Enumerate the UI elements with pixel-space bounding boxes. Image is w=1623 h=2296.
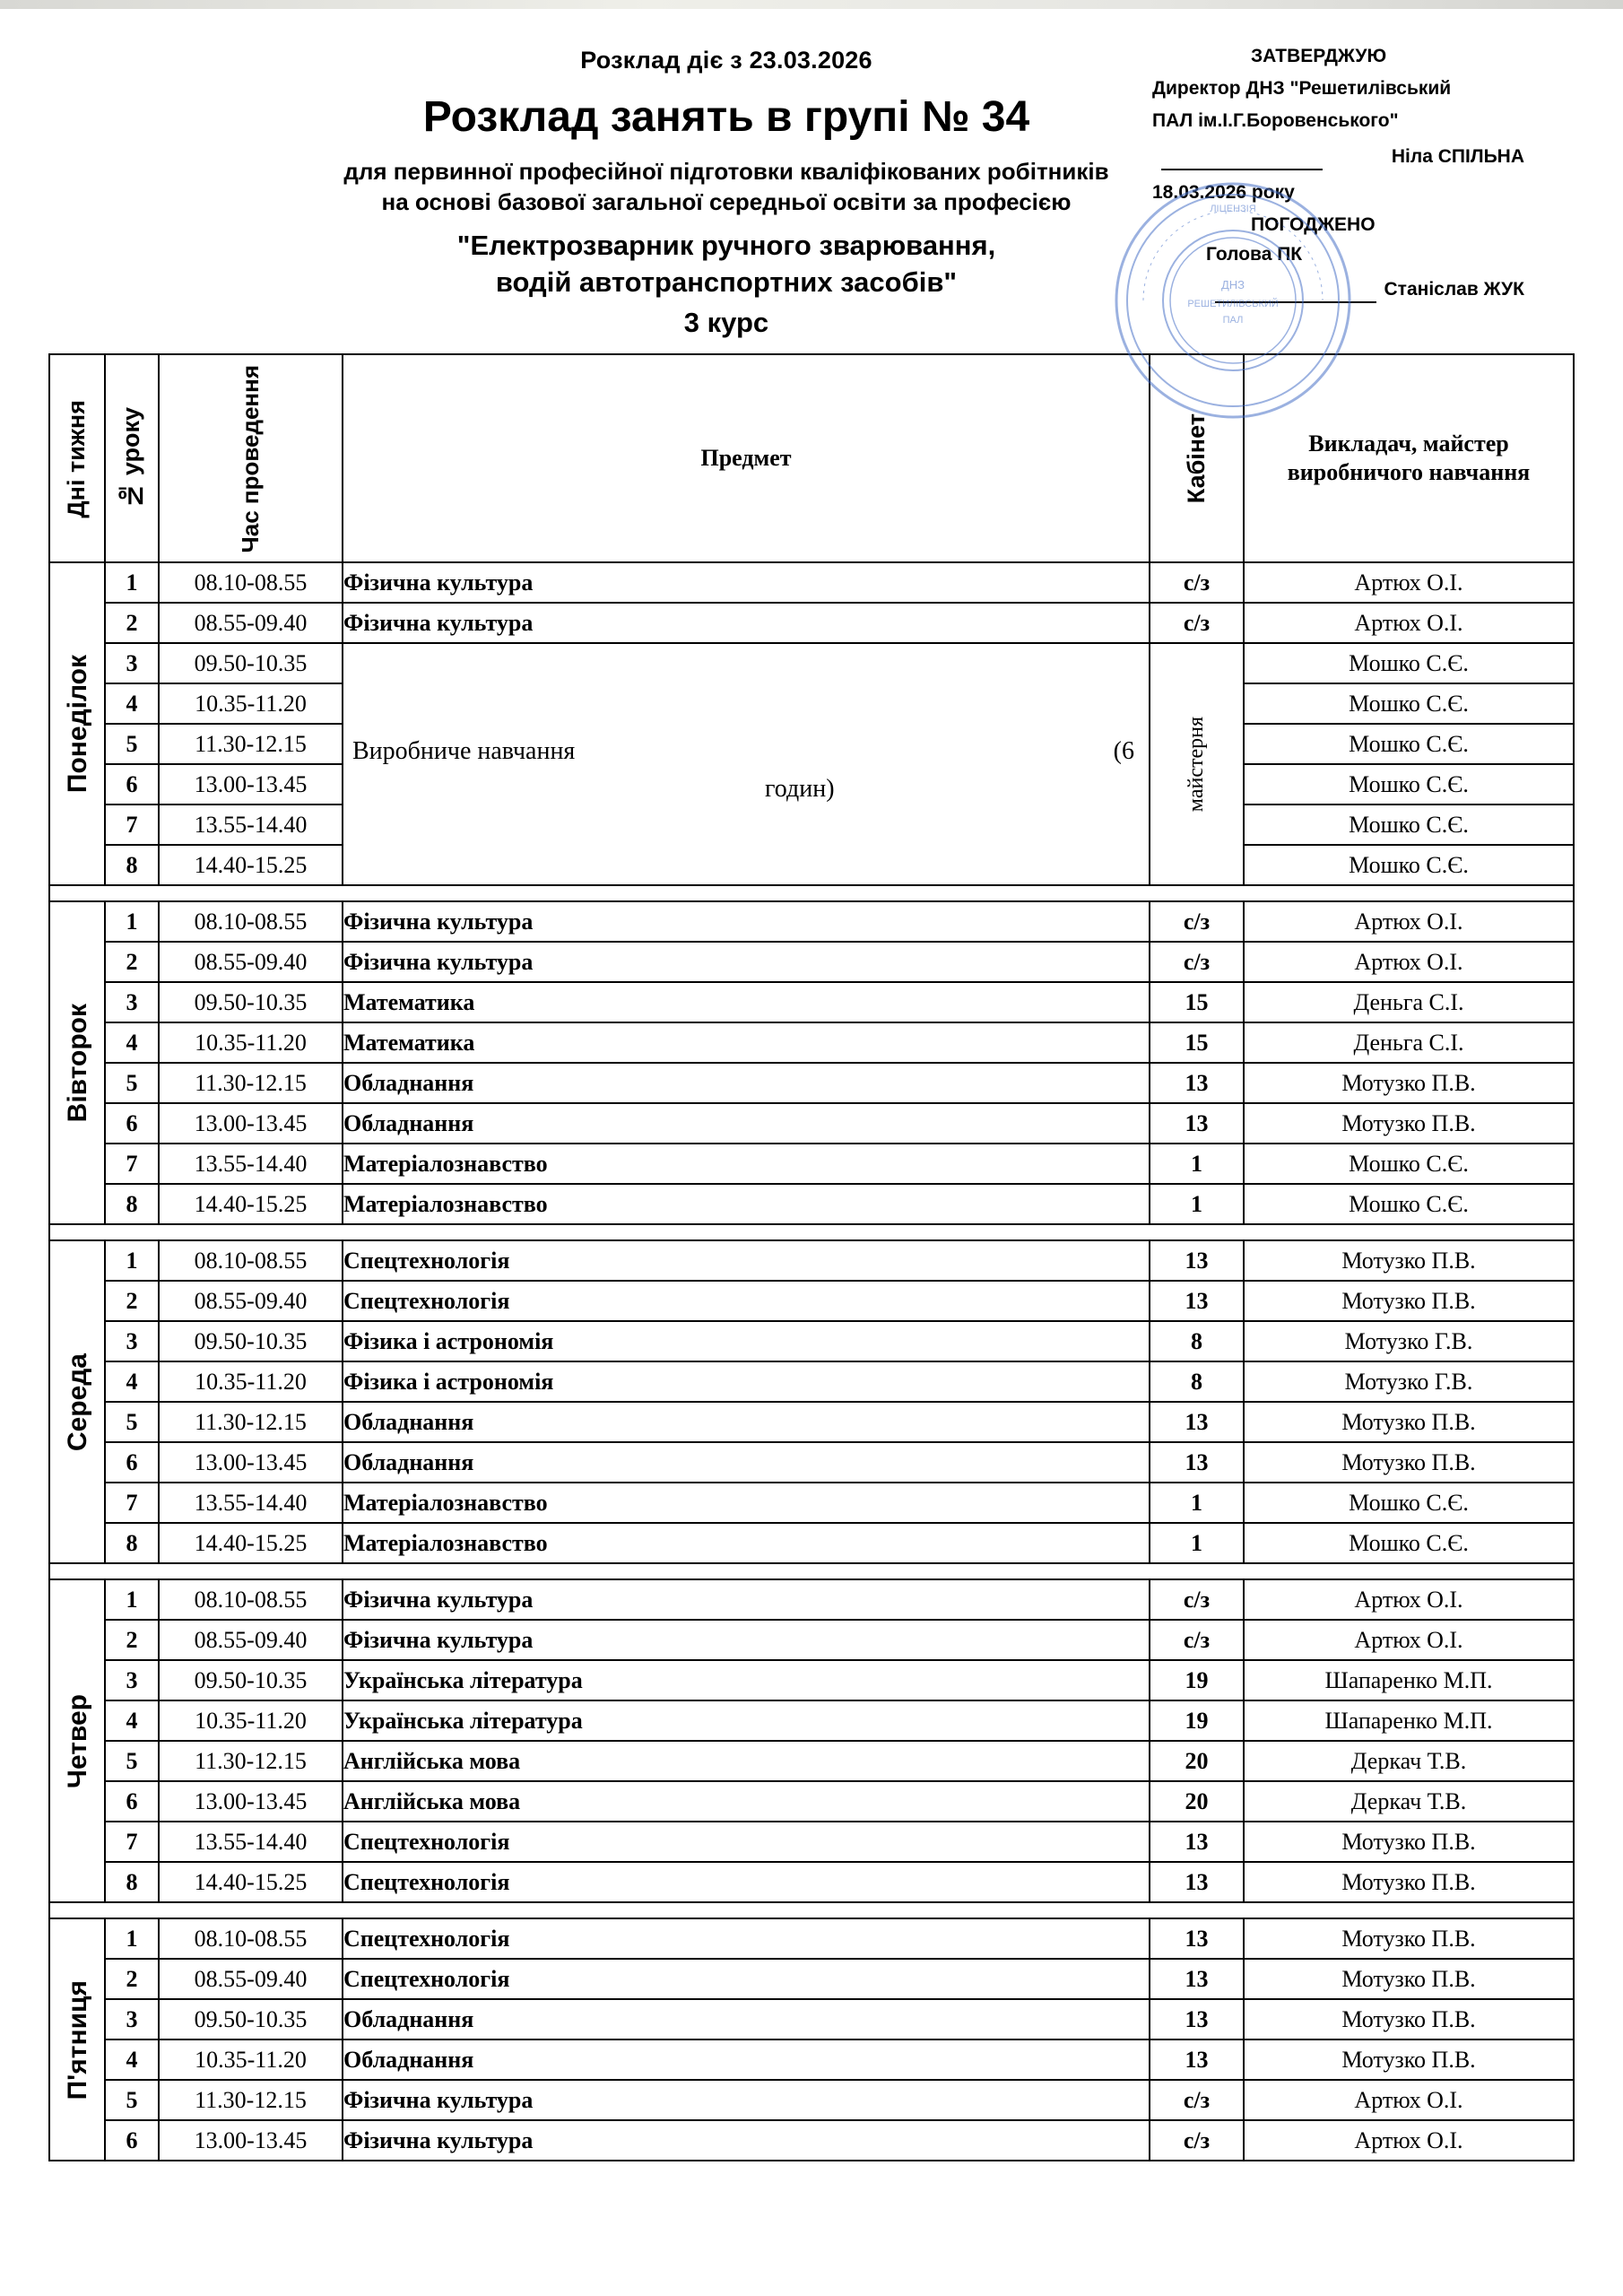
subject-name: Математика — [343, 982, 1150, 1022]
table-row — [49, 1999, 1574, 2039]
room-number: 13 — [1150, 1862, 1244, 1902]
lesson-number: 7 — [105, 1483, 159, 1523]
lesson-number: 8 — [105, 1184, 159, 1224]
teacher-name: Артюх О.І. — [1244, 1620, 1574, 1660]
table-row — [49, 643, 1574, 683]
table-row — [49, 1959, 1574, 1999]
director-signature-row — [1152, 144, 1574, 174]
table-row — [49, 1741, 1574, 1781]
day-name: Вівторок — [62, 1004, 92, 1123]
teacher-name: Мотузко П.В. — [1244, 1442, 1574, 1483]
teacher-name: Мошко С.Є. — [1244, 1144, 1574, 1184]
room-number: 13 — [1150, 1822, 1244, 1862]
teacher-name: Шапаренко М.П. — [1244, 1660, 1574, 1700]
subject-name: Матеріалознавство — [343, 1184, 1150, 1224]
teacher-name: Артюх О.І. — [1244, 2080, 1574, 2120]
lesson-time: 13.55-14.40 — [159, 1144, 343, 1184]
subject-name: Українська література — [343, 1660, 1150, 1700]
teacher-name: Деркач Т.В. — [1244, 1781, 1574, 1822]
lesson-number: 8 — [105, 1862, 159, 1902]
day-separator — [49, 1563, 1574, 1579]
table-row — [49, 1442, 1574, 1483]
lesson-number: 5 — [105, 2080, 159, 2120]
lesson-time: 08.55-09.40 — [159, 942, 343, 982]
teacher-name: Мотузко П.В. — [1244, 1103, 1574, 1144]
header-subject: Предмет — [343, 354, 1150, 562]
table-row — [49, 1361, 1574, 1402]
lesson-number: 7 — [105, 804, 159, 845]
lesson-number: 8 — [105, 1523, 159, 1563]
subject-name: Спецтехнологія — [343, 1281, 1150, 1321]
teacher-name: Мошко С.Є. — [1244, 683, 1574, 724]
table-row — [49, 1184, 1574, 1224]
agreed-label: ПОГОДЖЕНО — [1251, 214, 1376, 235]
subject-name: Обладнання — [343, 1103, 1150, 1144]
lesson-time: 08.55-09.40 — [159, 1620, 343, 1660]
lesson-time: 11.30-12.15 — [159, 724, 343, 764]
table-row — [49, 1402, 1574, 1442]
lesson-time: 10.35-11.20 — [159, 1700, 343, 1741]
room-number: с/з — [1150, 603, 1244, 643]
subject-name: Обладнання — [343, 1999, 1150, 2039]
subject-name: Фізична культура — [343, 1579, 1150, 1620]
day-separator-cell — [49, 885, 1574, 901]
subject-name: Обладнання — [343, 2039, 1150, 2080]
room-number: с/з — [1150, 1579, 1244, 1620]
day-name-cell — [49, 1579, 105, 1902]
day-name-cell — [49, 901, 105, 1224]
table-row — [49, 603, 1574, 643]
svg-text:РЕШЕТИЛІВСЬКИЙ: РЕШЕТИЛІВСЬКИЙ — [1187, 299, 1279, 309]
lesson-number: 4 — [105, 1022, 159, 1063]
subject-name: Математика — [343, 1022, 1150, 1063]
lesson-time: 11.30-12.15 — [159, 2080, 343, 2120]
table-row — [49, 1620, 1574, 1660]
table-row — [49, 1579, 1574, 1620]
table-row — [49, 1700, 1574, 1741]
lesson-number: 2 — [105, 1281, 159, 1321]
lesson-time: 13.00-13.45 — [159, 2120, 343, 2161]
table-row — [49, 2080, 1574, 2120]
effective-date: Розклад діє з 23.03.2026 — [580, 47, 872, 74]
subject-name: Обладнання — [343, 1402, 1150, 1442]
lesson-time: 08.10-08.55 — [159, 1579, 343, 1620]
room-number: с/з — [1150, 2120, 1244, 2161]
lesson-time: 08.55-09.40 — [159, 1959, 343, 1999]
lesson-number: 3 — [105, 1999, 159, 2039]
lesson-time: 08.55-09.40 — [159, 1281, 343, 1321]
lesson-time: 09.50-10.35 — [159, 1321, 343, 1361]
table-row — [49, 1523, 1574, 1563]
lesson-time: 09.50-10.35 — [159, 1999, 343, 2039]
table-row — [49, 1063, 1574, 1103]
room-name: майстерня — [1185, 717, 1209, 813]
committee-head-label: Голова ПК — [1206, 244, 1303, 265]
profession-line-1: "Електрозварник ручного зварювання, — [456, 229, 996, 261]
subject-name: Матеріалознавство — [343, 1144, 1150, 1184]
teacher-name: Деркач Т.В. — [1244, 1741, 1574, 1781]
room-number: 15 — [1150, 982, 1244, 1022]
teacher-name: Деньга С.І. — [1244, 1022, 1574, 1063]
subject-name: Обладнання — [343, 1063, 1150, 1103]
lesson-number: 3 — [105, 1321, 159, 1361]
lesson-time: 14.40-15.25 — [159, 1184, 343, 1224]
teacher-name: Деньга С.І. — [1244, 982, 1574, 1022]
teacher-name: Мошко С.Є. — [1244, 1523, 1574, 1563]
room-number: 1 — [1150, 1523, 1244, 1563]
room-number: 20 — [1150, 1781, 1244, 1822]
table-row — [49, 1918, 1574, 1959]
teacher-name: Мошко С.Є. — [1244, 764, 1574, 804]
table-row — [49, 1483, 1574, 1523]
teacher-name: Мошко С.Є. — [1244, 643, 1574, 683]
lesson-time: 13.55-14.40 — [159, 1822, 343, 1862]
day-separator-cell — [49, 1902, 1574, 1918]
teacher-name: Мотузко П.В. — [1244, 1862, 1574, 1902]
lesson-number: 5 — [105, 1063, 159, 1103]
merged-subject-hours-close: годин) — [765, 775, 835, 804]
svg-text:ПАЛ: ПАЛ — [1222, 315, 1244, 326]
merged-subject-hours-open: (6 — [1113, 737, 1134, 766]
committee-signature-row — [1152, 276, 1574, 307]
table-body — [49, 562, 1574, 2161]
signature-line-2 — [1215, 301, 1376, 303]
lesson-number: 1 — [105, 1918, 159, 1959]
day-separator-cell — [49, 1224, 1574, 1240]
room-number: с/з — [1150, 901, 1244, 942]
room-number: 1 — [1150, 1144, 1244, 1184]
subject-name: Українська література — [343, 1700, 1150, 1741]
lesson-time: 13.55-14.40 — [159, 1483, 343, 1523]
teacher-name: Мошко С.Є. — [1244, 804, 1574, 845]
teacher-name: Артюх О.І. — [1244, 562, 1574, 603]
lesson-number: 5 — [105, 1402, 159, 1442]
subject-name: Спецтехнологія — [343, 1918, 1150, 1959]
table-row — [49, 901, 1574, 942]
day-name-cell — [49, 1918, 105, 2161]
lesson-time: 11.30-12.15 — [159, 1741, 343, 1781]
lesson-time: 09.50-10.35 — [159, 643, 343, 683]
room-number: 13 — [1150, 1999, 1244, 2039]
lesson-number: 2 — [105, 603, 159, 643]
lesson-time: 13.00-13.45 — [159, 764, 343, 804]
lesson-time: 10.35-11.20 — [159, 683, 343, 724]
table-row — [49, 1144, 1574, 1184]
room-number: 13 — [1150, 1918, 1244, 1959]
director-line-1: Директор ДНЗ "Решетилівський — [1152, 78, 1452, 99]
merged-subject-label: Виробниче навчання — [352, 737, 576, 766]
table-row — [49, 1321, 1574, 1361]
teacher-name: Мотузко П.В. — [1244, 2039, 1574, 2080]
course-label: 3 курс — [683, 307, 769, 339]
subject-name: Спецтехнологія — [343, 1862, 1150, 1902]
lesson-number: 2 — [105, 1620, 159, 1660]
day-separator — [49, 1902, 1574, 1918]
lesson-time: 11.30-12.15 — [159, 1063, 343, 1103]
lesson-number: 4 — [105, 2039, 159, 2080]
subject-name: Спецтехнологія — [343, 1959, 1150, 1999]
lesson-time: 14.40-15.25 — [159, 1523, 343, 1563]
room-number: с/з — [1150, 562, 1244, 603]
room-number: 15 — [1150, 1022, 1244, 1063]
lesson-time: 11.30-12.15 — [159, 1402, 343, 1442]
teacher-name: Мотузко П.В. — [1244, 1281, 1574, 1321]
table-row — [49, 1103, 1574, 1144]
teacher-name: Мотузко П.В. — [1244, 1822, 1574, 1862]
lesson-time: 08.10-08.55 — [159, 562, 343, 603]
subject-name: Фізична культура — [343, 901, 1150, 942]
subject-name: Фізична культура — [343, 2120, 1150, 2161]
teacher-name: Мотузко П.В. — [1244, 1999, 1574, 2039]
schedule-table — [48, 353, 1575, 2161]
approval-date: 18.03.2026 року — [1152, 182, 1295, 203]
lesson-number: 1 — [105, 1240, 159, 1281]
room-number: 19 — [1150, 1700, 1244, 1741]
teacher-name: Артюх О.І. — [1244, 942, 1574, 982]
lesson-number: 4 — [105, 683, 159, 724]
lesson-number: 4 — [105, 1700, 159, 1741]
subject-name: Матеріалознавство — [343, 1483, 1150, 1523]
teacher-name: Мотузко Г.В. — [1244, 1321, 1574, 1361]
table-row — [49, 1240, 1574, 1281]
table-row — [49, 942, 1574, 982]
room-number: 8 — [1150, 1361, 1244, 1402]
room-number: 13 — [1150, 1240, 1244, 1281]
lesson-number: 6 — [105, 764, 159, 804]
signature-line — [1161, 169, 1323, 170]
teacher-name: Мошко С.Є. — [1244, 1483, 1574, 1523]
lesson-number: 1 — [105, 1579, 159, 1620]
teacher-name: Артюх О.І. — [1244, 603, 1574, 643]
day-name-cell — [49, 562, 105, 885]
subject-name: Фізика і астрономія — [343, 1361, 1150, 1402]
subject-name: Фізична культура — [343, 942, 1150, 982]
teacher-name: Мошко С.Є. — [1244, 724, 1574, 764]
lesson-number: 2 — [105, 1959, 159, 1999]
lesson-number: 8 — [105, 845, 159, 885]
lesson-number: 7 — [105, 1822, 159, 1862]
approve-label: ЗАТВЕРДЖУЮ — [1251, 46, 1387, 66]
lesson-time: 10.35-11.20 — [159, 1022, 343, 1063]
subject-name: Англійська мова — [343, 1741, 1150, 1781]
director-line-2: ПАЛ ім.І.Г.Боровенського" — [1152, 110, 1399, 131]
lesson-number: 3 — [105, 982, 159, 1022]
subject-name: Фізична культура — [343, 1620, 1150, 1660]
subject-name: Англійська мова — [343, 1781, 1150, 1822]
table-row — [49, 562, 1574, 603]
lesson-time: 14.40-15.25 — [159, 1862, 343, 1902]
table-row — [49, 1022, 1574, 1063]
lesson-time: 14.40-15.25 — [159, 845, 343, 885]
subject-name: Спецтехнологія — [343, 1240, 1150, 1281]
table-row — [49, 1781, 1574, 1822]
subject-name: Фізична культура — [343, 2080, 1150, 2120]
lesson-time: 08.10-08.55 — [159, 901, 343, 942]
lesson-time: 09.50-10.35 — [159, 982, 343, 1022]
day-name-cell — [49, 1240, 105, 1563]
lesson-time: 08.10-08.55 — [159, 1918, 343, 1959]
lesson-time: 13.00-13.45 — [159, 1442, 343, 1483]
lesson-number: 6 — [105, 2120, 159, 2161]
header-lesson-no: № уроку — [105, 354, 159, 562]
svg-text:ЛІЦЕНЗІЯ: ЛІЦЕНЗІЯ — [1210, 204, 1256, 214]
table-row — [49, 2039, 1574, 2080]
header-time: Час проведення — [159, 354, 343, 562]
table-row — [49, 2120, 1574, 2161]
day-separator — [49, 1224, 1574, 1240]
lesson-time: 10.35-11.20 — [159, 2039, 343, 2080]
room-number: 20 — [1150, 1741, 1244, 1781]
lesson-time: 13.00-13.45 — [159, 1781, 343, 1822]
room-number: 13 — [1150, 1103, 1244, 1144]
lesson-time: 08.55-09.40 — [159, 603, 343, 643]
merged-room-cell — [1150, 643, 1244, 885]
lesson-number: 6 — [105, 1103, 159, 1144]
teacher-name: Артюх О.І. — [1244, 1579, 1574, 1620]
day-separator-cell — [49, 1563, 1574, 1579]
subject-name: Обладнання — [343, 1442, 1150, 1483]
director-name: Ніла СПІЛЬНА — [1391, 146, 1524, 167]
teacher-name: Артюх О.І. — [1244, 901, 1574, 942]
document-header — [49, 0, 1574, 339]
profession-line-2: водій автотранспортних засобів" — [495, 266, 958, 299]
lesson-number: 1 — [105, 562, 159, 603]
table-row — [49, 982, 1574, 1022]
lesson-time: 10.35-11.20 — [159, 1361, 343, 1402]
subject-name: Фізична культура — [343, 603, 1150, 643]
teacher-name: Мотузко П.В. — [1244, 1959, 1574, 1999]
lesson-number: 3 — [105, 1660, 159, 1700]
teacher-name: Артюх О.І. — [1244, 2120, 1574, 2161]
lesson-number: 5 — [105, 724, 159, 764]
subject-name: Фізична культура — [343, 562, 1150, 603]
lesson-number: 6 — [105, 1781, 159, 1822]
subject-name: Фізика і астрономія — [343, 1321, 1150, 1361]
day-name: Середа — [62, 1352, 92, 1451]
room-number: 13 — [1150, 2039, 1244, 2080]
room-number: с/з — [1150, 2080, 1244, 2120]
svg-text:ДНЗ: ДНЗ — [1220, 278, 1245, 291]
teacher-name: Мотузко П.В. — [1244, 1240, 1574, 1281]
room-number: 1 — [1150, 1483, 1244, 1523]
room-number: с/з — [1150, 942, 1244, 982]
lesson-number: 4 — [105, 1361, 159, 1402]
lesson-time: 13.55-14.40 — [159, 804, 343, 845]
approval-block — [1152, 47, 1574, 316]
room-number: 19 — [1150, 1660, 1244, 1700]
table-row — [49, 1862, 1574, 1902]
day-name: Четвер — [62, 1693, 92, 1788]
room-number: с/з — [1150, 1620, 1244, 1660]
table-row — [49, 1660, 1574, 1700]
teacher-name: Мотузко П.В. — [1244, 1402, 1574, 1442]
teacher-name: Мошко С.Є. — [1244, 1184, 1574, 1224]
committee-head-name: Станіслав ЖУК — [1384, 279, 1524, 300]
day-separator — [49, 885, 1574, 901]
room-number: 13 — [1150, 1281, 1244, 1321]
table-row — [49, 1281, 1574, 1321]
header-room: Кабінет — [1150, 354, 1244, 562]
merged-subject-cell — [343, 643, 1150, 885]
room-number: 13 — [1150, 1063, 1244, 1103]
lesson-number: 7 — [105, 1144, 159, 1184]
room-number: 13 — [1150, 1402, 1244, 1442]
teacher-name: Шапаренко М.П. — [1244, 1700, 1574, 1741]
day-name: Понеділок — [62, 655, 92, 794]
room-number: 1 — [1150, 1184, 1244, 1224]
room-number: 8 — [1150, 1321, 1244, 1361]
lesson-number: 1 — [105, 901, 159, 942]
lesson-time: 08.10-08.55 — [159, 1240, 343, 1281]
room-number: 13 — [1150, 1959, 1244, 1999]
room-number: 13 — [1150, 1442, 1244, 1483]
teacher-name: Мотузко П.В. — [1244, 1918, 1574, 1959]
header-day: Дні тижня — [49, 354, 105, 562]
lesson-number: 3 — [105, 643, 159, 683]
lesson-number: 5 — [105, 1741, 159, 1781]
subtitle-line-2: на основі базової загальної середньої освіти за професією — [381, 188, 1072, 216]
lesson-time: 13.00-13.45 — [159, 1103, 343, 1144]
subject-name: Матеріалознавство — [343, 1523, 1150, 1563]
subject-name: Спецтехнологія — [343, 1822, 1150, 1862]
page-title: Розклад занять в групі № 34 — [422, 93, 1030, 141]
lesson-number: 2 — [105, 942, 159, 982]
header-teacher: Викладач, майстер виробничого навчання — [1244, 354, 1574, 562]
teacher-name: Мотузко П.В. — [1244, 1063, 1574, 1103]
lesson-number: 6 — [105, 1442, 159, 1483]
teacher-name: Мотузко Г.В. — [1244, 1361, 1574, 1402]
subtitle-line-1: для первинної професійної підготовки кваліфікованих робітників — [343, 158, 1109, 185]
teacher-name: Мошко С.Є. — [1244, 845, 1574, 885]
table-row — [49, 1822, 1574, 1862]
day-name: П'ятниця — [62, 1979, 92, 2100]
lesson-time: 09.50-10.35 — [159, 1660, 343, 1700]
table-head — [49, 354, 1574, 562]
